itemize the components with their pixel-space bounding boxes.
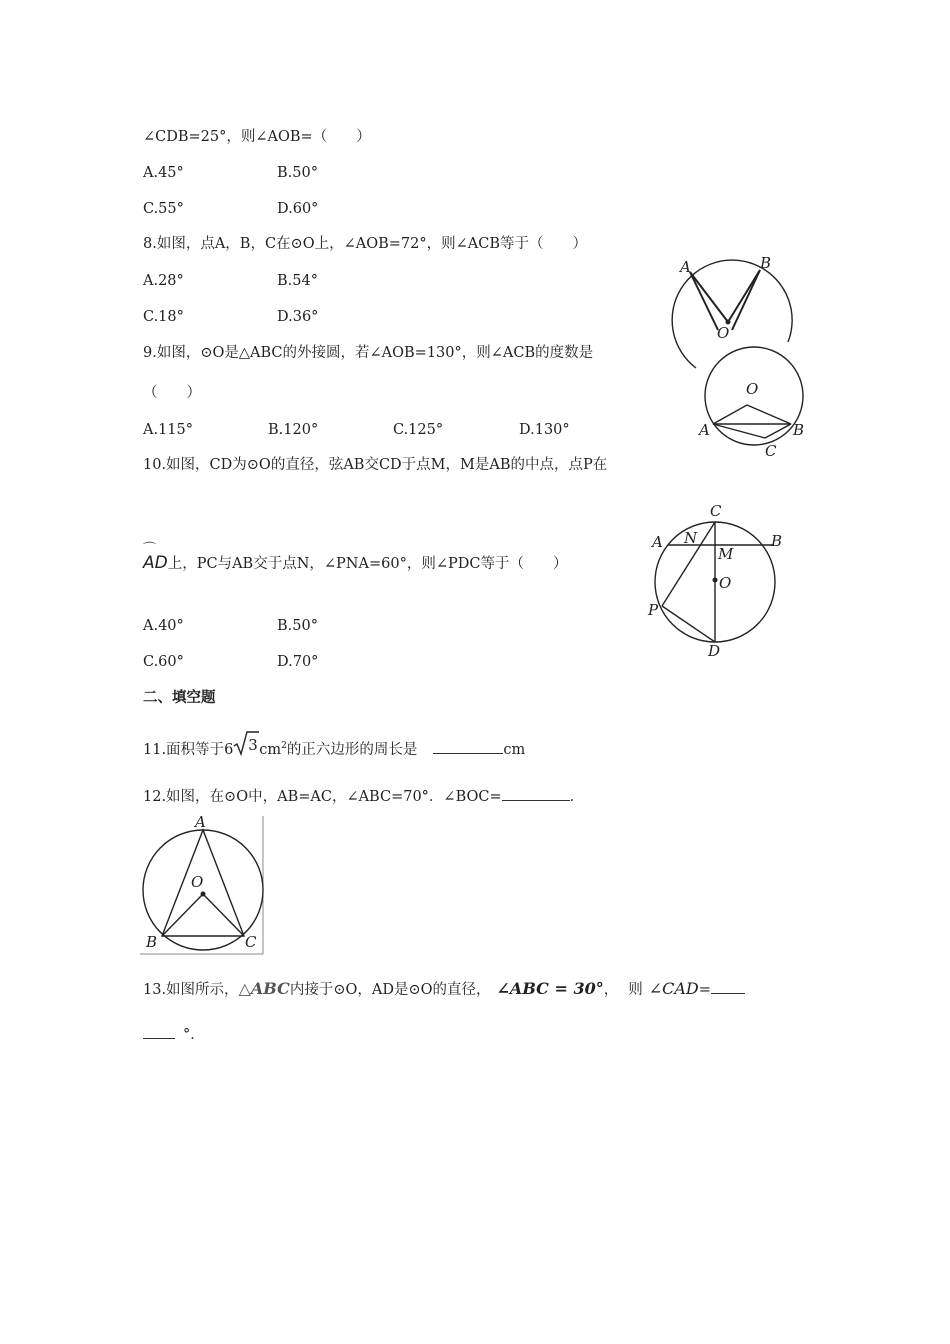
q10-figure bbox=[640, 500, 790, 662]
q11-answer-blank[interactable] bbox=[433, 739, 503, 754]
q13-stem-line2: °． bbox=[143, 1024, 205, 1045]
q8-line-ob bbox=[732, 270, 760, 330]
section-title-fill-in: 二、填空题 bbox=[143, 690, 216, 706]
q8-option-a: A.28° bbox=[143, 273, 184, 289]
q10-label-d: D bbox=[708, 642, 721, 660]
q9-option-c: C.125° bbox=[393, 422, 444, 438]
q9-option-b: B.120° bbox=[268, 422, 319, 438]
q8-option-c: C.18° bbox=[143, 309, 184, 325]
q8-line-cb bbox=[728, 270, 760, 322]
q8-label-b: B bbox=[760, 254, 772, 272]
q10-option-a: A.40° bbox=[143, 618, 184, 634]
q8-option-d: D.36° bbox=[277, 309, 319, 325]
q13-angle-abc: ∠ABC = 30° bbox=[496, 979, 604, 998]
q7-option-b: B.50° bbox=[277, 165, 318, 181]
q13-triangle-abc: △ABC bbox=[238, 979, 290, 998]
q10-label-b: B bbox=[771, 532, 783, 550]
q7-option-d: D.60° bbox=[277, 201, 319, 217]
q10-arc-ad: ⌒ AD bbox=[143, 542, 168, 573]
q8-stem: 8.如图，点A，B，C在⊙O上，∠AOB=72°，则∠ACB等于（ ） bbox=[143, 236, 587, 252]
q10-stem: 10.如图，CD为⊙O的直径，弦AB交CD于点M，M是AB的中点，点P在 bbox=[143, 457, 608, 473]
q13-answer-blank-part1[interactable] bbox=[711, 979, 745, 994]
q10-option-b: B.50° bbox=[277, 618, 318, 634]
q13-angle-cad: ∠CAD bbox=[648, 979, 699, 998]
q9-line-aob bbox=[713, 405, 791, 424]
q10-stem2: 上，PC与AB交于点N，∠PNA=60°，则∠PDC等于（ ） bbox=[167, 556, 568, 572]
q9-label-a: A bbox=[699, 421, 710, 439]
q12-answer-blank[interactable] bbox=[502, 786, 570, 801]
q7-option-a: A.45° bbox=[143, 165, 184, 181]
q11-stem: 11.面积等于6 3 $cm^2$的正六边形的周长是 cm bbox=[143, 734, 525, 761]
q10-label-o: O bbox=[719, 574, 732, 592]
q12-label-a: A bbox=[195, 814, 206, 831]
q7-stem-tail: ∠CDB=25°，则∠AOB=（ ） bbox=[143, 129, 371, 145]
q10-label-m: M bbox=[718, 545, 734, 563]
q10-center-dot bbox=[713, 578, 718, 583]
q9-figure bbox=[695, 342, 815, 462]
q12-line-boc bbox=[162, 894, 244, 936]
q10-label-n: N bbox=[684, 529, 698, 547]
q8-line-ca bbox=[690, 272, 728, 322]
q9-option-d: D.130° bbox=[519, 422, 570, 438]
q13-answer-blank-part2[interactable] bbox=[143, 1024, 175, 1039]
q10-option-c: C.60° bbox=[143, 654, 184, 670]
q8-option-b: B.54° bbox=[277, 273, 318, 289]
q8-line-oa bbox=[690, 272, 718, 330]
q12-stem: 12.如图，在⊙O中，AB=AC，∠ABC=70°．∠BOC= . bbox=[143, 786, 574, 807]
q9-label-c: C bbox=[765, 442, 777, 460]
q9-option-a: A.115° bbox=[143, 422, 194, 438]
q10-option-d: D.70° bbox=[277, 654, 319, 670]
q7-option-c: C.55° bbox=[143, 201, 184, 217]
q9-paren: （ ） bbox=[143, 385, 201, 401]
q9-label-b: B bbox=[793, 421, 805, 439]
q12-label-o: O bbox=[191, 873, 204, 891]
q9-label-o: O bbox=[746, 380, 759, 398]
q8-label-a: A bbox=[680, 258, 691, 276]
q9-stem: 9.如图，⊙O是△ABC的外接圆，若∠AOB=130°，则∠ACB的度数是 bbox=[143, 345, 594, 361]
q11-sqrt: 3 bbox=[233, 734, 259, 758]
q12-label-b: B bbox=[146, 933, 158, 951]
q12-label-c: C bbox=[245, 933, 257, 951]
q10-label-a: A bbox=[652, 533, 663, 551]
q12-center-dot bbox=[201, 892, 206, 897]
q13-stem: 13.如图所示，△ABC内接于⊙O，AD是⊙O的直径， ∠ABC = 30°， 则 ∠CAD= bbox=[143, 978, 745, 1001]
q10-label-p: P bbox=[648, 601, 659, 619]
q10-label-c: C bbox=[710, 502, 722, 520]
q10-stem-line2 bbox=[143, 542, 568, 574]
q12-figure bbox=[140, 814, 266, 956]
q10-arc-hat: ⌒ bbox=[143, 542, 157, 557]
q8-label-o: O bbox=[717, 324, 730, 342]
